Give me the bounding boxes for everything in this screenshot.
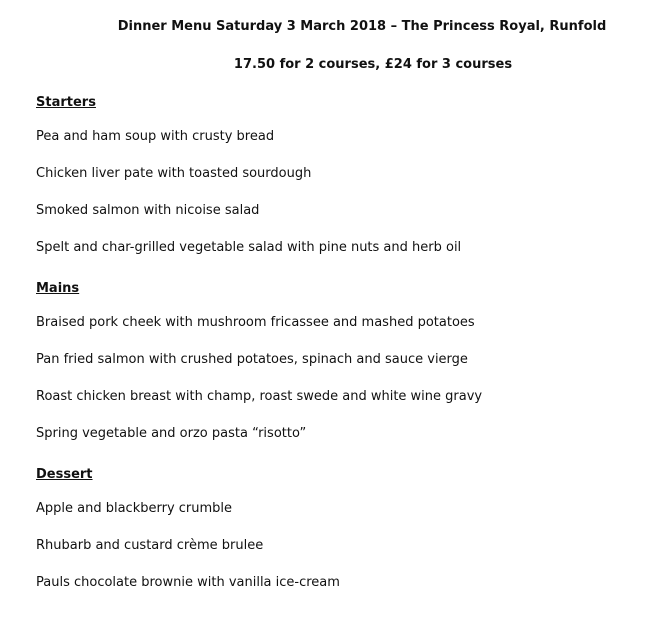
section-mains <box>36 280 482 443</box>
dessert-list <box>36 500 340 592</box>
mains-list <box>36 314 482 443</box>
menu-item: Roast chicken breast with champ, roast swede and white wine gravy <box>36 389 483 404</box>
menu-item: Braised pork cheek with mushroom fricassee and mashed potatoes <box>36 315 475 330</box>
section-heading-starters: Starters <box>36 95 96 110</box>
menu-item: Apple and blackberry crumble <box>36 501 233 516</box>
section-dessert <box>36 466 340 592</box>
starters-list <box>36 128 461 257</box>
menu-item: Spelt and char-grilled vegetable salad with pine nuts and herb oil <box>36 240 462 255</box>
menu-item: Pan fried salmon with crushed potatoes, spinach and sauce vierge <box>36 352 468 367</box>
menu-item: Chicken liver pate with toasted sourdough <box>36 166 312 181</box>
menu-item: Pea and ham soup with crusty bread <box>36 129 275 144</box>
section-heading-mains: Mains <box>36 281 80 296</box>
menu-item: Rhubarb and custard crème brulee <box>36 538 264 553</box>
menu-item: Pauls chocolate brownie with vanilla ice-cream <box>36 575 340 590</box>
menu-item: Smoked salmon with nicoise salad <box>36 203 260 218</box>
menu-item: Spring vegetable and orzo pasta “risotto” <box>36 426 307 441</box>
section-starters <box>36 94 461 257</box>
menu-pricing: 17.50 for 2 courses, £24 for 3 courses <box>233 57 513 72</box>
section-heading-dessert: Dessert <box>36 467 93 482</box>
menu-title: Dinner Menu Saturday 3 March 2018 – The Princess Royal, Runfold <box>117 19 607 34</box>
